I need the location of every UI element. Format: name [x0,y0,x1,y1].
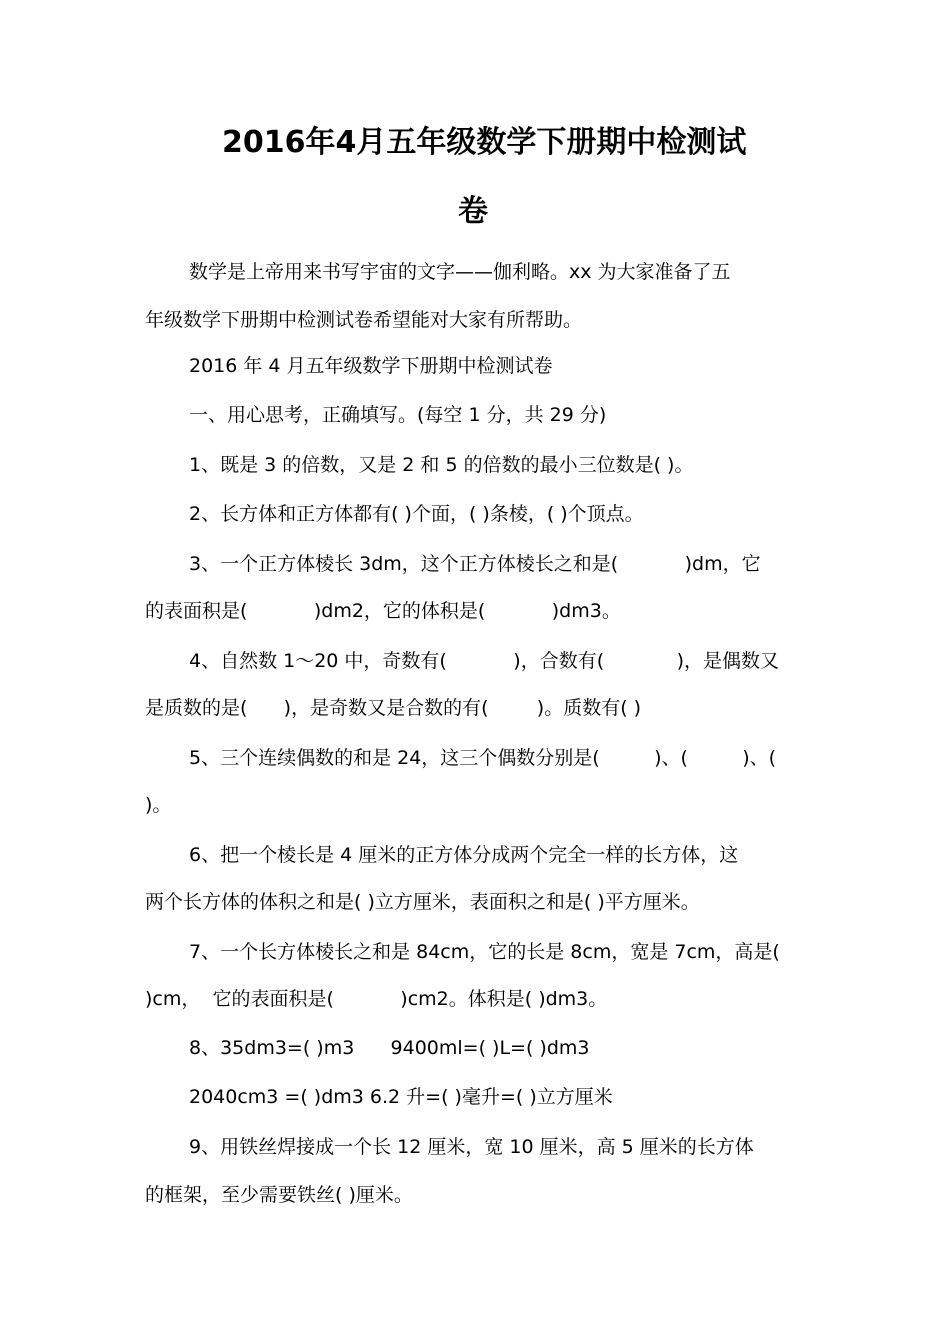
question-4-line-1: 4、自然数 1～20 中，奇数有( )，合数有( )，是偶数又 [189,650,779,672]
question-2: 2、长方体和正方体都有( )个面，( )条棱，( )个顶点。 [189,503,644,525]
subtitle: 2016 年 4 月五年级数学下册期中检测试卷 [189,355,553,377]
intro-line-2: 年级数学下册期中检测试卷希望能对大家有所帮助。 [145,309,583,331]
question-3-line-2: 的表面积是( )dm2，它的体积是( )dm3。 [145,600,621,622]
document-title-line1: 2016年4月五年级数学下册期中检测试 [222,125,747,160]
question-9-line-1: 9、用铁丝焊接成一个长 12 厘米，宽 10 厘米，高 5 厘米的长方体 [189,1136,754,1158]
question-5-line-1: 5、三个连续偶数的和是 24，这三个偶数分别是( )、( )、( [189,747,777,769]
question-5-line-2: )。 [145,794,172,816]
intro-line-1: 数学是上帝用来书写宇宙的文字——伽利略。xx 为大家准备了五 [189,261,731,283]
question-6-line-2: 两个长方体的体积之和是( )立方厘米，表面积之和是( )平方厘米。 [145,891,700,913]
question-8-line-1: 8、35dm3=( )m3 9400ml=( )L=( )dm3 [189,1037,590,1059]
question-8-line-2: 2040cm3 =( )dm3 6.2 升=( )毫升=( )立方厘米 [189,1086,613,1108]
question-4-line-2: 是质数的是( )，是奇数又是合数的有( )。质数有( ) [145,697,642,719]
question-7-line-2: )cm， 它的表面积是( )cm2。体积是( )dm3。 [145,988,608,1010]
question-9-line-2: 的框架，至少需要铁丝( )厘米。 [145,1184,413,1206]
question-6-line-1: 6、把一个棱长是 4 厘米的正方体分成两个完全一样的长方体，这 [189,844,739,866]
section-heading: 一、用心思考，正确填写。(每空 1 分，共 29 分) [189,404,607,426]
question-3-line-1: 3、一个正方体棱长 3dm，这个正方体棱长之和是( )dm，它 [189,553,761,575]
question-1: 1、既是 3 的倍数，又是 2 和 5 的倍数的最小三位数是( )。 [189,454,694,476]
document-title-line2: 卷 [458,194,488,229]
question-7-line-1: 7、一个长方体棱长之和是 84cm，它的长是 8cm，宽是 7cm，高是( [189,941,780,963]
